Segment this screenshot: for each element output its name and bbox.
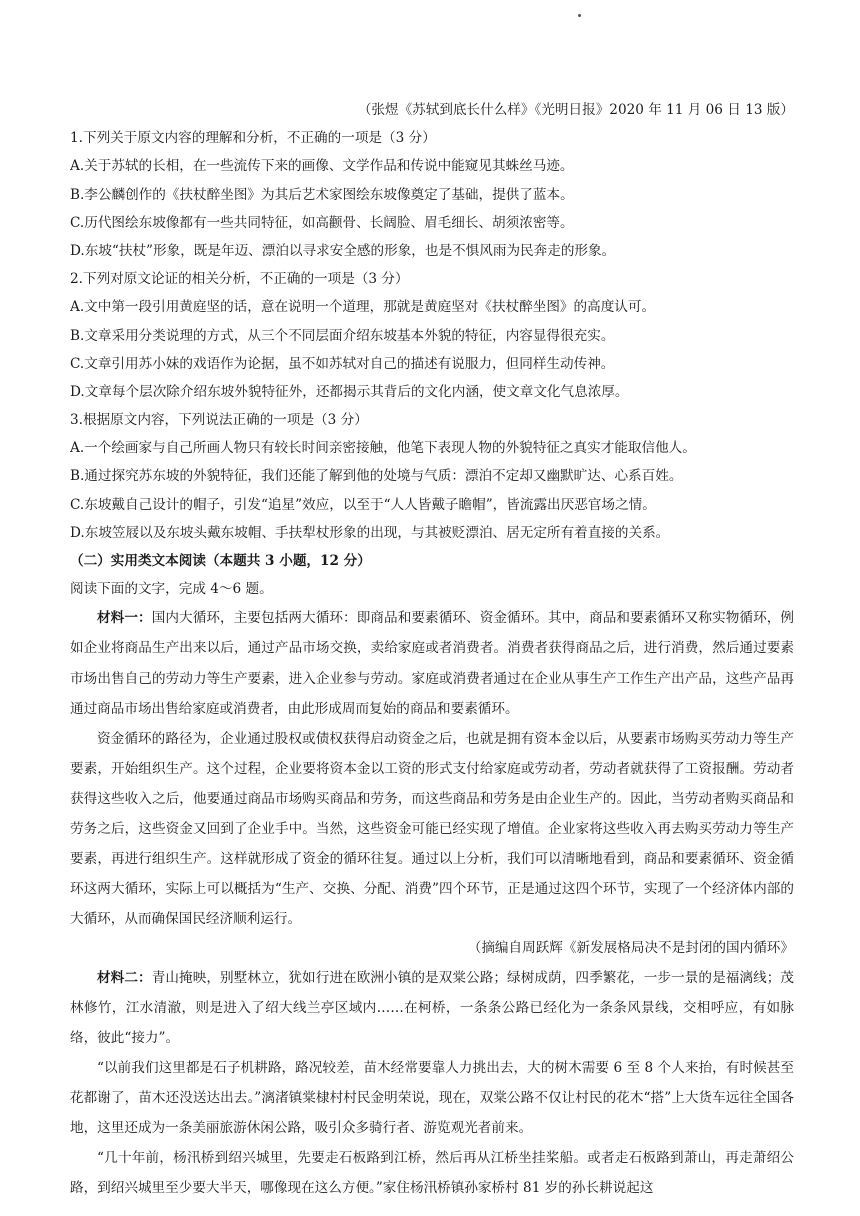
question-1-stem: 1.下列关于原文内容的理解和分析，不正确的一项是（3 分） [70,130,436,147]
section-2-instruction: 阅读下面的文字，完成 4～6 题。 [70,581,273,598]
material-1-source: （摘编自周跃辉《新发展格局决不是封闭的国内循环》 [467,940,794,957]
question-2-option-d: D.文章每个层次除介绍东坡外貌特征外，还都揭示其背后的文化内涵，使文章文化气息浓厚。 [70,383,629,400]
material-1-paragraph-2: 资金循环的路径为，企业通过股权或债权获得启动资金之后，也就是拥有资本金以后，从要素市场购买劳动力等生产要素，开始组织生产。这个过程，企业要将资本金以工资的形式支付给家庭或劳动者，劳动者就获得了工资报酬。劳动者获得这些收入之后，他要通过商品市场购买商品和劳务，而这些商品和劳务是由企业生产的。因此，当劳动者购买商品和劳务之后，这些资金又回到了企业手中。当然，这些资金可能已经实现了增值。企业家将这些收入再去购买劳动力等生产要素，再进行组织生产。这样就形成了资金的循环往复。通过以上分析，我们可以清晰地看到，商品和要素循环、资金循环这两大循环，实际上可以概括为“生产、交换、分配、消费”四个环节，正是通过这四个环节，实现了一个经济体内部的大循环，从而确保国民经济顺利运行。 [70,730,794,928]
material-1-label: 材料一： [97,610,152,627]
page-mark [578,14,581,17]
material-2-paragraph-3: “几十年前，杨汛桥到绍兴城里，先要走石板路到江桥，然后再从江桥坐挂桨船。或者走石板路到萧山，再走萧绍公路，到绍兴城里至少要大半天，哪像现在这么方便。”家住杨汛桥镇孙家桥村 81 岁的孙长耕说起这 [70,1150,794,1197]
question-1-option-a: A.关于苏轼的长相，在一些流传下来的画像、文学作品和传说中能窥见其蛛丝马迹。 [70,158,574,175]
question-3-option-c: C.东坡戴自己设计的帽子，引发“追星”效应，以至于“人人皆戴子瞻帽”，皆流露出厌恶官场之情。 [70,496,656,513]
material-2-label: 材料二： [97,969,152,986]
material-2-text-1: 青山掩映，别墅林立，犹如行进在欧洲小镇的是双棠公路；绿树成荫，四季繁花，一步一景的是福漓线；茂林修竹，江水清澈，则是进入了绍大线兰亭区域内……在柯桥，一条条公路已经化为一条条风景线，交相呼应，有如脉络，彼此“接力”。 [70,969,795,1046]
question-2-option-a: A.文中第一段引用黄庭坚的话，意在说明一个道理，那就是黄庭坚对《扶杖醉坐图》的高度认可。 [70,299,656,316]
question-1-option-c: C.历代图绘东坡像都有一些共同特征，如高颧骨、长阔脸、眉毛细长、胡须浓密等。 [70,214,574,231]
question-1-option-b: B.李公麟创作的《扶杖醉坐图》为其后艺术家图绘东坡像奠定了基础，提供了蓝本。 [70,186,574,203]
source-citation: （张煜《苏轼到底长什么样》《光明日报》2020 年 11 月 06 日 13 版） [357,102,794,118]
document-content [70,96,794,1203]
question-3-option-a: A.一个绘画家与自己所画人物只有较长时间亲密接触，他笔下表现人物的外貌特征之真实才能取信他人。 [70,440,696,457]
question-2-option-b: B.文章采用分类说理的方式，从三个不同层面介绍东坡基本外貌的特征，内容显得很充实。 [70,327,615,344]
material-2-paragraph-1 [70,963,794,1053]
section-2-title: （二）实用类文本阅读（本题共 3 小题，12 分） [70,553,371,569]
question-2-option-c: C.文章引用苏小妹的戏语作为论据，虽不如苏轼对自己的描述有说服力，但同样生动传神。 [70,355,615,372]
question-3-option-b: B.通过探究苏东坡的外貌特征，我们还能了解到他的处境与气质：漂泊不定却又幽默旷达、心系百姓。 [70,468,683,485]
question-1-option-d: D.东坡“扶杖”形象，既是年迈、漂泊以寻求安全感的形象，也是不惧风雨为民奔走的形象。 [70,242,616,259]
question-3-option-d: D.东坡笠屐以及东坡头戴东坡帽、手扶犁杖形象的出现，与其被贬漂泊、居无定所有着直接的关系。 [70,524,670,541]
material-2-paragraph-2: “以前我们这里都是石子机耕路，路况较差，苗木经常要靠人力挑出去，大的树木需要 6 至 8 个人来抬，有时候甚至花都谢了，苗木还没送达出去。”漓渚镇棠棣村村民金明荣说，现在，双棠公路不仅让村民的花木“搭”上大货车远往全国各地，这里还成为一条美丽旅游休闲公路，吸引众多骑行者、游览观光者前来。 [70,1059,794,1137]
question-2-stem: 2.下列对原文论证的相关分析，不正确的一项是（3 分） [70,271,409,288]
material-1-text-1: 国内大循环，主要包括两大循环：即商品和要素循环、资金循环。其中，商品和要素循环又称实物循环，例如企业将商品生产出来以后，通过产品市场交换，卖给家庭或者消费者。消费者获得商品之后，进行消费，然后通过要素市场出售自己的劳动力等生产要素，进入企业参与劳动。家庭或消费者通过在企业从事生产工作生产出产品，这些产品再通过商品市场出售给家庭或消费者，由此形成周而复始的商品和要素循环。 [70,610,795,717]
material-1-paragraph-1 [70,603,794,723]
question-3-stem: 3.根据原文内容，下列说法正确的一项是（3 分） [70,412,368,429]
